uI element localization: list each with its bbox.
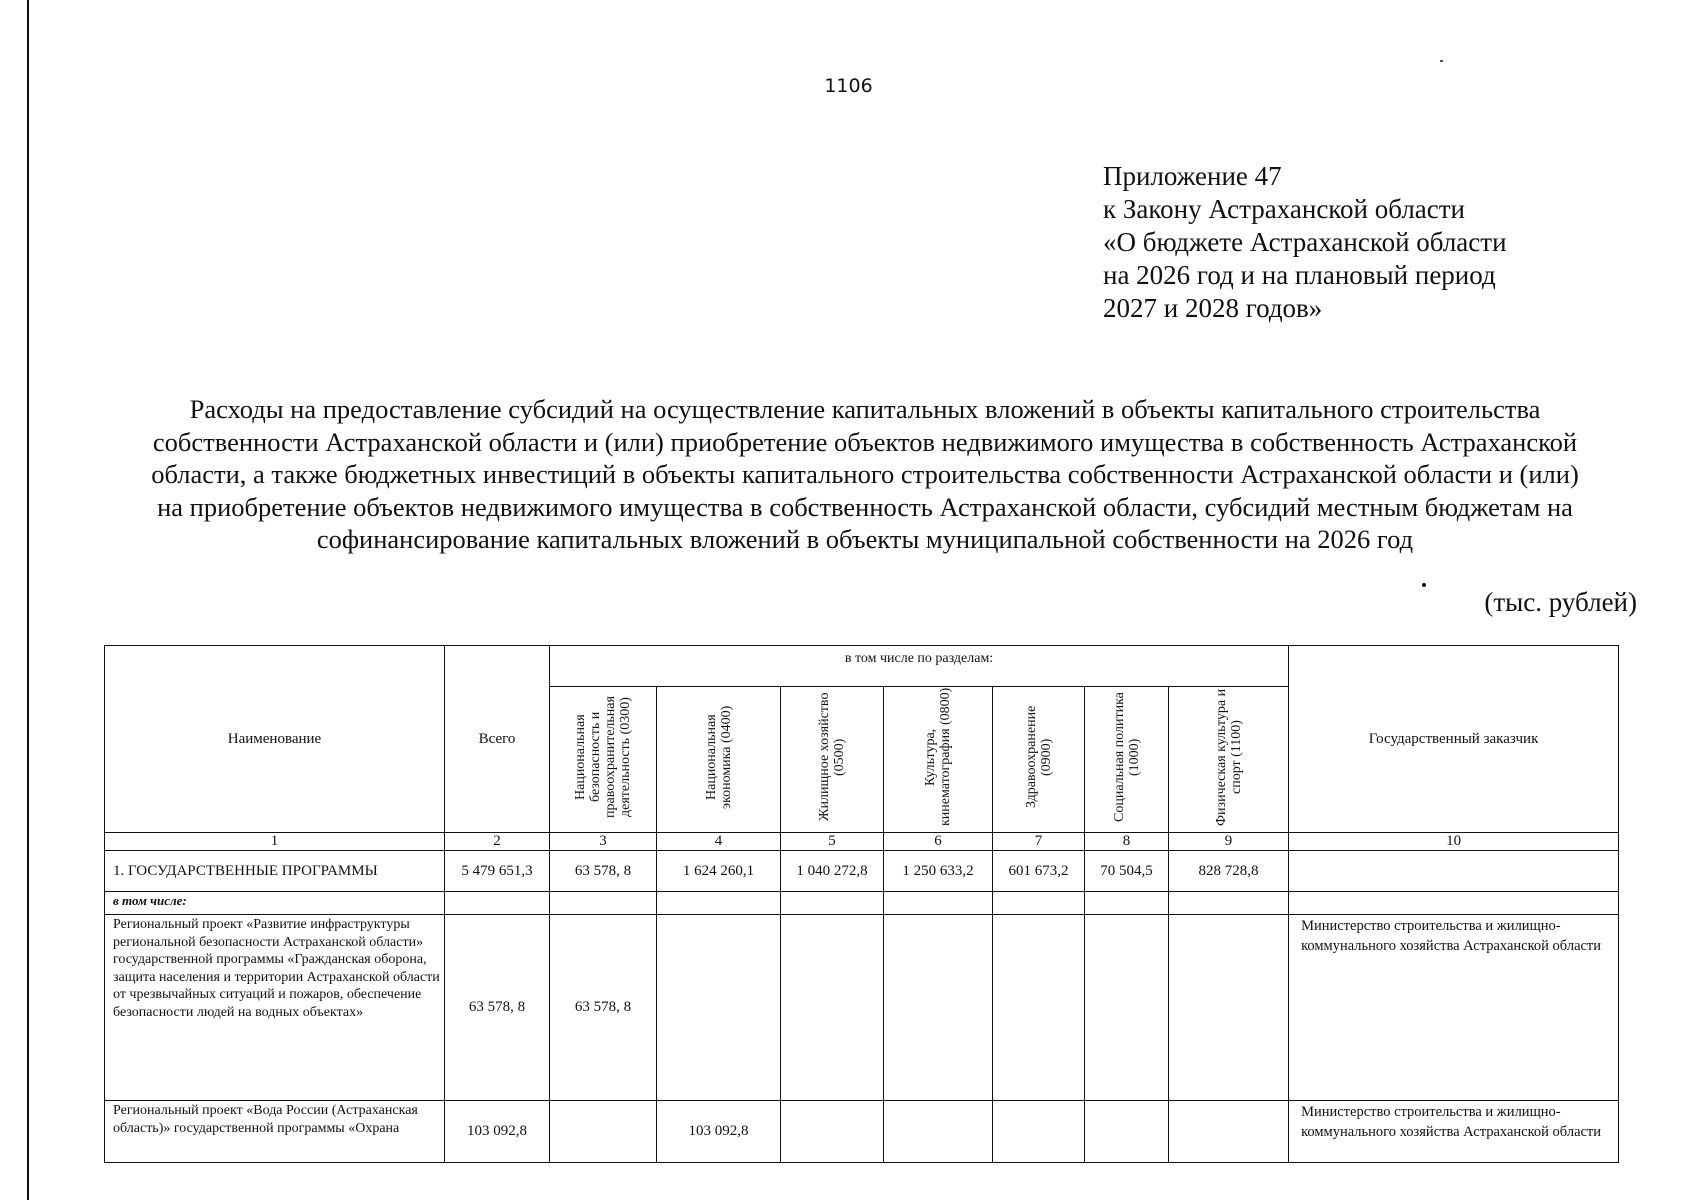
cell-0800: 1 250 633,2	[884, 851, 993, 892]
column-number: 1	[105, 833, 445, 851]
cell-total: 103 092,8	[445, 1101, 550, 1163]
column-number: 4	[657, 833, 781, 851]
appendix-line: «О бюджете Астраханской области	[1103, 227, 1507, 257]
cell-1100: 828 728,8	[1169, 851, 1289, 892]
document-title	[100, 393, 1630, 556]
header-section-1000	[1085, 687, 1169, 833]
appendix-line: к Закону Астраханской области	[1103, 194, 1466, 224]
title-line: на приобретение объектов недвижимого имущества в собственность Астраханской области, субсидий местным бюджетам на	[157, 491, 1573, 522]
column-number: 10	[1289, 833, 1619, 851]
title-line: области, а также бюджетных инвестиций в объекты капитального строительства собственности Астраханской области и (или)	[151, 459, 1579, 489]
cell-customer: Министерство строительства и жилищно-коммунального хозяйства Астраханской области	[1289, 915, 1619, 1101]
cell-total: 5 479 651,3	[445, 851, 550, 892]
title-line: собственности Астраханской области и (или) приобретение объектов недвижимого имущества в собственность Астраханской	[152, 426, 1578, 457]
column-number: 9	[1169, 833, 1289, 851]
cell-0800	[884, 1101, 993, 1163]
header-section-0800	[884, 687, 993, 833]
header-section-label: Жилищное хозяйство (0500)	[817, 692, 847, 822]
cell-1000: 70 504,5	[1085, 851, 1169, 892]
title-line: Расходы на предоставление субсидий на осуществление капитальных вложений в объекты капитального строительства	[189, 394, 1541, 424]
column-number: 5	[781, 833, 884, 851]
cell-customer: Министерство строительства и жилищно-коммунального хозяйства Астраханской области	[1289, 1101, 1619, 1163]
header-sections-group: в том числе по разделам:	[550, 646, 1289, 687]
row-name: в том числе:	[105, 892, 445, 915]
cell-0500: 1 040 272,8	[781, 851, 884, 892]
table-row-project-water	[105, 1101, 1619, 1163]
cell-1100	[1169, 1101, 1289, 1163]
header-customer: Государственный заказчик	[1289, 646, 1619, 833]
cell-0500	[781, 915, 884, 1101]
header-section-0900	[993, 687, 1085, 833]
cell-0500	[781, 1101, 884, 1163]
header-section-label: Культура, кинематография (0800)	[923, 687, 953, 827]
table-row-including	[105, 892, 1619, 915]
row-name: Региональный проект «Вода России (Астраханская область)» государственной программы «Охрана	[105, 1101, 445, 1163]
cell-0400: 1 624 260,1	[657, 851, 781, 892]
header-section-0500	[781, 687, 884, 833]
header-section-1100	[1169, 687, 1289, 833]
cell-0300: 63 578, 8	[550, 851, 657, 892]
header-section-label: Национальная безопасность и правоохранительная деятельность (0300)	[573, 696, 633, 818]
page-margin-rule	[27, 0, 29, 1200]
cell-customer	[1289, 851, 1619, 892]
units-label: (тыс. рублей)	[1484, 587, 1637, 617]
header-section-0300	[550, 687, 657, 833]
appendix-line: 2027 и 2028 годов»	[1103, 293, 1323, 323]
column-number: 3	[550, 833, 657, 851]
budget-table	[104, 645, 1619, 1163]
column-number: 8	[1085, 833, 1169, 851]
appendix-line: Приложение 47	[1103, 161, 1282, 191]
header-section-label: Здравоохранение (0900)	[1023, 705, 1054, 809]
column-number: 2	[445, 833, 550, 851]
column-number-row	[105, 833, 1619, 851]
page-number: 1106	[824, 75, 873, 97]
cell-0900	[993, 915, 1085, 1101]
title-line: софинансирование капитальных вложений в объекты муниципальной собственности на 2026 год	[316, 524, 1414, 554]
cell-0300: 63 578, 8	[550, 915, 657, 1101]
scan-speck	[1440, 60, 1443, 62]
table-row-project-security	[105, 915, 1619, 1101]
row-name: Региональный проект «Развитие инфраструктуры региональной безопасности Астраханской области» государственной программы «Гражданская оборона, защита населения и территории Астраханской области от чрезвычайных ситуаций и пожаров, обеспечение безопасности людей на водных объектах»	[105, 915, 445, 1101]
cell-1100	[1169, 915, 1289, 1101]
cell-0900: 601 673,2	[993, 851, 1085, 892]
header-name: Наименование	[105, 646, 445, 833]
column-number: 6	[884, 833, 993, 851]
appendix-line: на 2026 год и на плановый период	[1103, 260, 1496, 290]
cell-total: 63 578, 8	[445, 915, 550, 1101]
header-section-0400	[657, 687, 781, 833]
cell-0300	[550, 1101, 657, 1163]
cell-0800	[884, 915, 993, 1101]
row-name: 1. ГОСУДАРСТВЕННЫЕ ПРОГРАММЫ	[105, 851, 445, 892]
cell-0400: 103 092,8	[657, 1101, 781, 1163]
header-section-label: Социальная политика (1000)	[1111, 692, 1142, 822]
cell-1000	[1085, 1101, 1169, 1163]
column-number: 7	[993, 833, 1085, 851]
header-section-label: Национальная экономика (0400)	[703, 705, 734, 809]
cell-0900	[993, 1101, 1085, 1163]
cell-0400	[657, 915, 781, 1101]
cell-1000	[1085, 915, 1169, 1101]
table-row-state-programs	[105, 851, 1619, 892]
header-total: Всего	[445, 646, 550, 833]
appendix-block	[1103, 160, 1507, 325]
scan-dot	[1422, 583, 1426, 587]
header-row-1	[105, 646, 1619, 687]
header-section-label: Физическая культура и спорт (1100)	[1213, 688, 1244, 826]
